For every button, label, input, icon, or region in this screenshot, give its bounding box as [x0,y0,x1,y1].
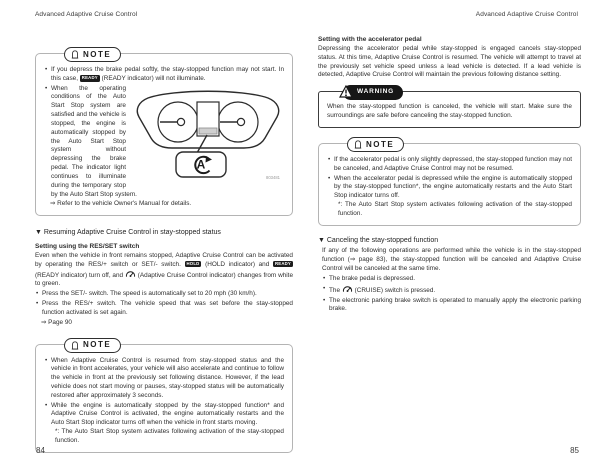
figure-code: 803481 [266,174,280,180]
ready-indicator-badge: READY [274,261,291,267]
left-page-number: 84 [36,446,45,455]
accel-paragraph: Depressing the accelerator pedal while stay-stopped is engaged cancels stay-stopped status. At this time, Adaptive Cruise Control is resumed. The vehicle will attempt to travel at the previously set vehicle speed unless a lead vehicle is detected. If a lead vehicle is detected, Adaptive Cruise Control will maintain the previous following distance setting. [318,44,581,79]
note-tag [64,47,121,62]
note-icon [354,140,362,149]
right-page [318,36,581,314]
note-tag-label: NOTE [366,139,395,149]
note-box-2 [35,340,293,453]
page-90-ref: ⇒ Page 90 [41,318,72,326]
cruise-switch-icon [342,285,353,293]
note-icon [71,341,79,350]
accel-subheading: Setting with the accelerator pedal [318,36,422,43]
cancel-bullet-parking-brake: • The electronic parking brake switch is operated to manually apply the electronic parking brake. [322,297,581,315]
warning-tag-label: WARNING [357,88,395,96]
note1-bullet-1: • If you depress the brake pedal softly, the stay-stopped function may not start. In this case, READY (READY indicator) will not illuminate. [44,66,284,84]
res-set-paragraph: Even when the vehicle in front remains stopped, Adaptive Cruise Control can be activated by operating the RES/+ switch or SET/- switch. HOLD (HOLD indicator) and READY (READY indicator) turn off, and (Adaptive Cruise Control indicator) changes from white to green. [35,251,293,288]
left-page-header: Advanced Adaptive Cruise Control [35,11,138,18]
note-tag-label: NOTE [83,340,112,350]
note2-bullet-2: • While the engine is automatically stopped by the stay-stopped function* and Adaptive Cruise Control is activated, the engine automatically restarts and the Auto Start Stop indicator turns off when the vehicle in front starts moving. [44,402,284,428]
note2-footnote: *: The Auto Start Stop system activates following activation of the stay-stopped function. [55,428,284,444]
right-page-header: Advanced Adaptive Cruise Control [475,11,578,18]
bullet-set-switch: • Press the SET/- switch. The speed is automatically set to 20 mph (30 km/h). [35,290,293,299]
left-page [35,44,293,453]
note3-bullet-2: • When the accelerator pedal is depressed while the engine is automatically stopped by the stay-stopped function*, the engine automatically restarts and the Auto Start Stop indicator turns off. [327,175,572,201]
bullet-res-switch: • Press the RES/+ switch. The vehicle speed that was set before the stay-stopped function activated is set again. [35,300,293,318]
cancel-bullet-brake: • The brake pedal is depressed. [322,275,581,284]
hold-indicator-badge: HOLD [186,261,200,267]
resuming-section-heading: ▼ Resuming Adaptive Cruise Control in stay-stopped status [35,229,221,237]
note-tag-label: NOTE [83,49,112,59]
cancel-bullet-cruise: • The (CRUISE) switch is pressed. [322,285,581,296]
note-box-3 [318,139,581,226]
note-tag [347,137,404,152]
ready-indicator-badge: READY [81,75,98,81]
warning-icon [339,85,353,98]
right-page-number: 85 [570,446,579,455]
warning-text: When the stay-stopped function is canceled, the vehicle will start. Make sure the surroundings are safe before canceling the stay-stopped function. [327,103,572,120]
canceling-paragraph: If any of the following operations are performed while the vehicle is in the stay-stopped function (⇒ page 83), the stay-stopped function will be canceled and Adaptive Cruise Control will be canceled at the same time. [322,247,581,273]
note-box-1 [35,49,293,216]
svg-text:A: A [196,157,206,172]
note3-footnote: *: The Auto Start Stop system activates following activation of the stay-stopped function. [338,201,572,217]
note3-bullet-1: • If the accelerator pedal is only slightly depressed, the stay-stopped function may not be canceled, and Adaptive Cruise Control may not be resumed. [327,156,572,174]
note1-owners-manual-ref: ⇒ Refer to the vehicle Owner's Manual for details. [50,200,192,208]
canceling-section-heading: ▼ Canceling the stay-stopped function [318,236,439,244]
warning-box [318,88,581,128]
acc-indicator-icon [125,270,136,278]
res-set-subheading: Setting using the RES/SET switch [35,242,140,250]
note1-bullet-2: • When the operating conditions of the Auto Start Stop system are satisfied and the vehicle is stopped, the engine is automatically stopped by the Auto Start Stop system without depressing the brake pedal. The indicator light continues to illuminate during the temporary stop by the Auto Start Stop system. [44,85,284,200]
note-icon [71,50,79,59]
note2-bullet-1: • When Adaptive Cruise Control is resumed from stay-stopped status and the vehicle in front accelerates, your vehicle will also accelerate and continue to follow the vehicle in front at the previously set following distance. However, if the lead vehicle does not start moving or pauses, stay-stopped status will be automatically restored after approximately 3 seconds. [44,357,284,401]
warning-tag [343,85,403,100]
note-tag [64,338,121,353]
